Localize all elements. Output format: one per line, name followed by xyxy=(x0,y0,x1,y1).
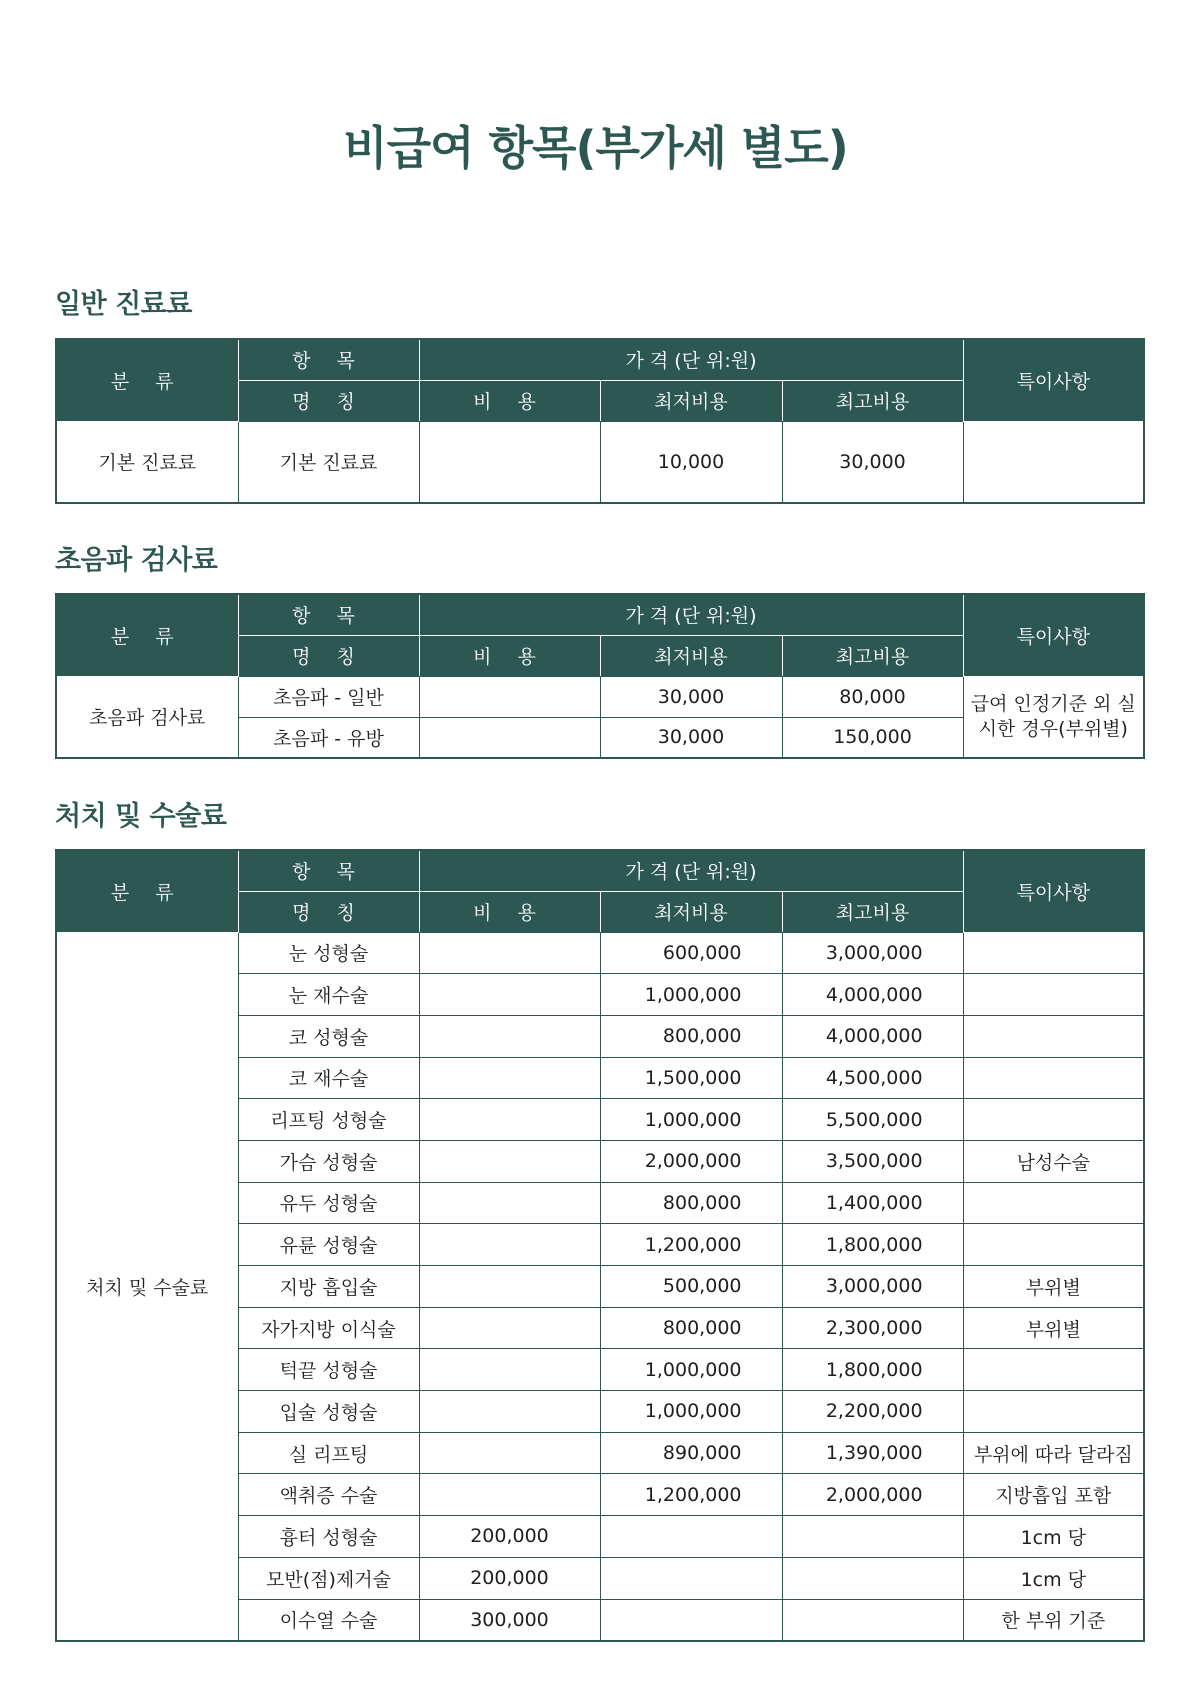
header-category: 분 류 xyxy=(56,850,238,932)
ultrasound-fee-table xyxy=(55,593,1145,759)
cost-cell xyxy=(419,974,600,1016)
note-cell xyxy=(963,1015,1144,1057)
min-cost-cell: 800,000 xyxy=(600,1307,782,1349)
name-cell: 이수열 수술 xyxy=(238,1599,419,1641)
min-cost-cell: 1,200,000 xyxy=(600,1474,782,1516)
note-cell xyxy=(963,1099,1144,1141)
category-cell: 처치 및 수술료 xyxy=(56,932,238,1641)
cost-cell xyxy=(419,1140,600,1182)
name-cell: 액취증 수술 xyxy=(238,1474,419,1516)
cost-cell xyxy=(419,1391,600,1433)
header-min-cost: 최저비용 xyxy=(600,891,782,932)
header-cost: 비 용 xyxy=(419,891,600,932)
max-cost-cell: 2,000,000 xyxy=(782,1474,963,1516)
min-cost-cell xyxy=(600,1516,782,1558)
min-cost-cell: 1,000,000 xyxy=(600,1391,782,1433)
section-title-general: 일반 진료료 xyxy=(55,289,192,320)
header-price-group: 가 격 (단 위:원) xyxy=(419,850,963,891)
min-cost-cell: 1,000,000 xyxy=(600,1099,782,1141)
name-cell: 가슴 성형술 xyxy=(238,1140,419,1182)
min-cost-cell: 600,000 xyxy=(600,932,782,974)
name-cell: 초음파 - 유방 xyxy=(238,717,419,758)
max-cost-cell: 30,000 xyxy=(782,421,963,503)
header-name: 명 칭 xyxy=(238,891,419,932)
name-cell: 유륜 성형술 xyxy=(238,1224,419,1266)
header-max-cost: 최고비용 xyxy=(782,891,963,932)
min-cost-cell: 1,000,000 xyxy=(600,974,782,1016)
min-cost-cell: 1,200,000 xyxy=(600,1224,782,1266)
min-cost-cell: 2,000,000 xyxy=(600,1140,782,1182)
cost-cell xyxy=(419,1099,600,1141)
header-item: 항 목 xyxy=(238,594,419,635)
name-cell: 실 리프팅 xyxy=(238,1432,419,1474)
max-cost-cell: 1,800,000 xyxy=(782,1224,963,1266)
table-row xyxy=(56,421,1144,503)
max-cost-cell: 4,000,000 xyxy=(782,974,963,1016)
header-name: 명 칭 xyxy=(238,380,419,421)
min-cost-cell xyxy=(600,1557,782,1599)
cost-cell xyxy=(419,1307,600,1349)
max-cost-cell: 3,000,000 xyxy=(782,1266,963,1308)
header-min-cost: 최저비용 xyxy=(600,635,782,676)
name-cell: 초음파 - 일반 xyxy=(238,676,419,717)
min-cost-cell: 890,000 xyxy=(600,1432,782,1474)
name-cell: 코 성형술 xyxy=(238,1015,419,1057)
cost-cell: 200,000 xyxy=(419,1516,600,1558)
header-price-group: 가 격 (단 위:원) xyxy=(419,339,963,380)
note-cell xyxy=(963,1182,1144,1224)
header-min-cost: 최저비용 xyxy=(600,380,782,421)
name-cell: 유두 성형술 xyxy=(238,1182,419,1224)
note-cell xyxy=(963,974,1144,1016)
header-cost: 비 용 xyxy=(419,635,600,676)
header-max-cost: 최고비용 xyxy=(782,380,963,421)
header-notes: 특이사항 xyxy=(963,339,1144,421)
name-cell: 모반(점)제거술 xyxy=(238,1557,419,1599)
cost-cell xyxy=(419,1349,600,1391)
max-cost-cell xyxy=(782,1516,963,1558)
cost-cell xyxy=(419,676,600,717)
cost-cell xyxy=(419,1057,600,1099)
note-cell: 부위별 xyxy=(963,1266,1144,1308)
cost-cell xyxy=(419,1432,600,1474)
max-cost-cell: 1,390,000 xyxy=(782,1432,963,1474)
category-cell: 기본 진료료 xyxy=(56,421,238,503)
header-category: 분 류 xyxy=(56,594,238,676)
cost-cell xyxy=(419,1266,600,1308)
name-cell: 턱끝 성형술 xyxy=(238,1349,419,1391)
cost-cell: 300,000 xyxy=(419,1599,600,1641)
min-cost-cell xyxy=(600,1599,782,1641)
min-cost-cell: 30,000 xyxy=(600,717,782,758)
min-cost-cell: 500,000 xyxy=(600,1266,782,1308)
max-cost-cell: 3,000,000 xyxy=(782,932,963,974)
max-cost-cell: 1,800,000 xyxy=(782,1349,963,1391)
note-cell xyxy=(963,1391,1144,1433)
section-title-surgery: 처치 및 수술료 xyxy=(55,801,227,832)
surgery-fee-table xyxy=(55,849,1145,1642)
note-cell xyxy=(963,421,1144,503)
max-cost-cell: 80,000 xyxy=(782,676,963,717)
cost-cell xyxy=(419,1182,600,1224)
header-price-group: 가 격 (단 위:원) xyxy=(419,594,963,635)
max-cost-cell: 4,000,000 xyxy=(782,1015,963,1057)
header-name: 명 칭 xyxy=(238,635,419,676)
min-cost-cell: 10,000 xyxy=(600,421,782,503)
cost-cell xyxy=(419,932,600,974)
section-title-ultrasound: 초음파 검사료 xyxy=(55,545,218,576)
note-cell: 급여 인정기준 외 실시한 경우(부위별) xyxy=(963,676,1144,758)
max-cost-cell xyxy=(782,1599,963,1641)
max-cost-cell: 3,500,000 xyxy=(782,1140,963,1182)
category-cell: 초음파 검사료 xyxy=(56,676,238,758)
name-cell: 입술 성형술 xyxy=(238,1391,419,1433)
cost-cell xyxy=(419,1224,600,1266)
note-cell: 1cm 당 xyxy=(963,1557,1144,1599)
note-cell: 부위에 따라 달라짐 xyxy=(963,1432,1144,1474)
note-cell: 지방흡입 포함 xyxy=(963,1474,1144,1516)
cost-cell xyxy=(419,421,600,503)
note-cell xyxy=(963,1349,1144,1391)
note-cell xyxy=(963,1057,1144,1099)
max-cost-cell: 2,200,000 xyxy=(782,1391,963,1433)
header-cost: 비 용 xyxy=(419,380,600,421)
name-cell: 눈 재수술 xyxy=(238,974,419,1016)
max-cost-cell: 1,400,000 xyxy=(782,1182,963,1224)
min-cost-cell: 800,000 xyxy=(600,1015,782,1057)
note-cell: 한 부위 기준 xyxy=(963,1599,1144,1641)
cost-cell xyxy=(419,1015,600,1057)
general-fee-table xyxy=(55,338,1145,504)
note-cell: 1cm 당 xyxy=(963,1516,1144,1558)
max-cost-cell: 2,300,000 xyxy=(782,1307,963,1349)
header-notes: 특이사항 xyxy=(963,594,1144,676)
table-row xyxy=(56,676,1144,717)
header-item: 항 목 xyxy=(238,339,419,380)
max-cost-cell xyxy=(782,1557,963,1599)
name-cell: 눈 성형술 xyxy=(238,932,419,974)
note-cell xyxy=(963,1224,1144,1266)
min-cost-cell: 1,000,000 xyxy=(600,1349,782,1391)
max-cost-cell: 5,500,000 xyxy=(782,1099,963,1141)
min-cost-cell: 30,000 xyxy=(600,676,782,717)
header-item: 항 목 xyxy=(238,850,419,891)
cost-cell: 200,000 xyxy=(419,1557,600,1599)
name-cell: 자가지방 이식술 xyxy=(238,1307,419,1349)
cost-cell xyxy=(419,1474,600,1516)
name-cell: 리프팅 성형술 xyxy=(238,1099,419,1141)
surgery-rows xyxy=(56,932,1144,1641)
note-cell xyxy=(963,932,1144,974)
name-cell: 기본 진료료 xyxy=(238,421,419,503)
min-cost-cell: 1,500,000 xyxy=(600,1057,782,1099)
cost-cell xyxy=(419,717,600,758)
header-category: 분 류 xyxy=(56,339,238,421)
table-row xyxy=(56,932,1144,974)
note-cell: 남성수술 xyxy=(963,1140,1144,1182)
header-notes: 특이사항 xyxy=(963,850,1144,932)
page-title: 비급여 항목(부가세 별도) xyxy=(343,121,848,175)
name-cell: 흉터 성형술 xyxy=(238,1516,419,1558)
header-max-cost: 최고비용 xyxy=(782,635,963,676)
name-cell: 지방 흡입술 xyxy=(238,1266,419,1308)
max-cost-cell: 4,500,000 xyxy=(782,1057,963,1099)
name-cell: 코 재수술 xyxy=(238,1057,419,1099)
max-cost-cell: 150,000 xyxy=(782,717,963,758)
note-cell: 부위별 xyxy=(963,1307,1144,1349)
min-cost-cell: 800,000 xyxy=(600,1182,782,1224)
